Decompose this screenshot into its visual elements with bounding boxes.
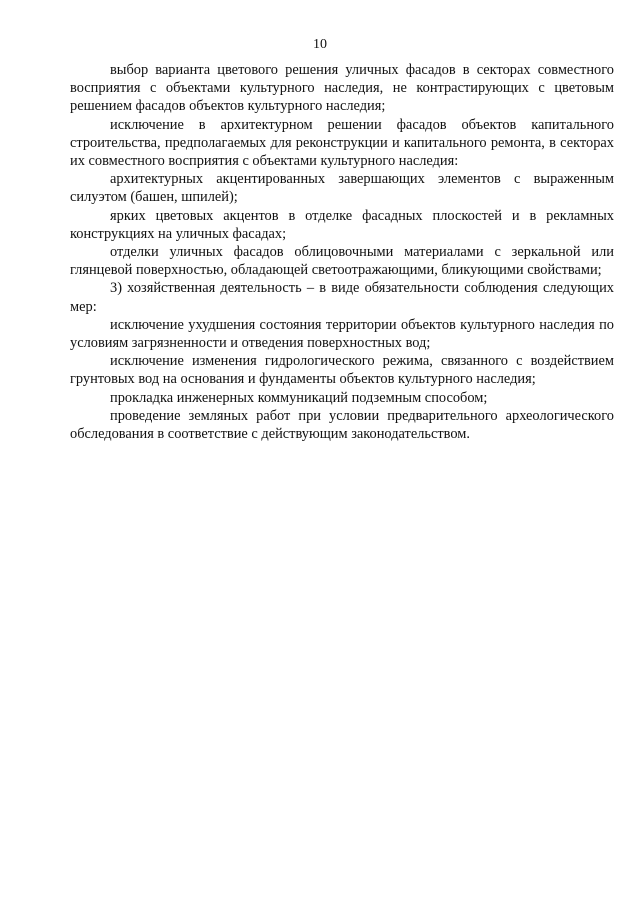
paragraph-hydrological-regime: исключение изменения гидрологического режима, связанного с воздействием грунтовых вод на основания и фундаменты объектов культурного наследия; bbox=[70, 353, 614, 388]
paragraph-economic-activity: 3) хозяйственная деятельность – в виде обязательности соблюдения следующих мер: bbox=[70, 280, 614, 315]
paragraph-architectural-accents: архитектурных акцентированных завершающих элементов с выраженным силуэтом (башен, шпилей); bbox=[70, 171, 614, 206]
paragraph-exclusion-architecture: исключение в архитектурном решении фасадов объектов капитального строительства, предполагаемых для реконструкции и капитального ремонта, в секторах их совместного восприятия с объектами культурного наследия: bbox=[70, 116, 614, 170]
paragraph-facade-cladding: отделки уличных фасадов облицовочными материалами с зеркальной или глянцевой поверхностью, обладающей светоотражающими, бликующими свойствами; bbox=[70, 244, 614, 279]
page-number: 10 bbox=[313, 37, 327, 52]
document-body bbox=[70, 61, 614, 443]
paragraph-underground-utilities: прокладка инженерных коммуникаций подземным способом; bbox=[110, 389, 488, 406]
paragraph-color-accents: ярких цветовых акцентов в отделке фасадных плоскостей и в рекламных конструкциях на уличных фасадах; bbox=[70, 207, 614, 242]
paragraph-earthworks: проведение земляных работ при условии предварительного археологического обследования в соответствие с действующим законодательством. bbox=[70, 407, 614, 443]
paragraph-territory-deterioration: исключение ухудшения состояния территории объектов культурного наследия по условиям загрязненности и отведения поверхностных вод; bbox=[70, 316, 614, 352]
paragraph-color-choice: выбор варианта цветового решения уличных фасадов в секторах совместного восприятия с объектами культурного наследия, не контрастирующих с цветовым решением фасадов объектов культурного наследия; bbox=[70, 62, 614, 115]
